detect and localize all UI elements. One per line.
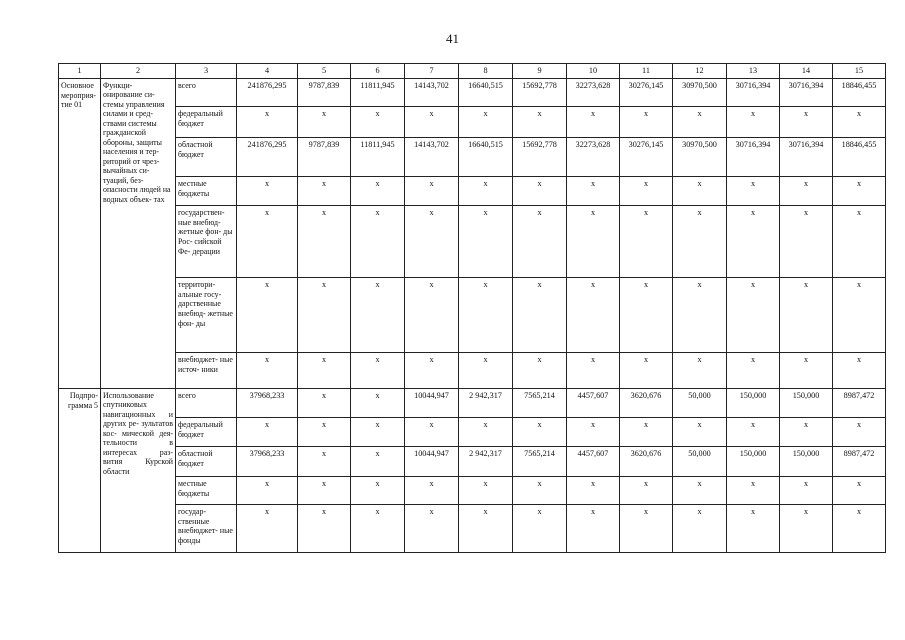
table-row	[59, 278, 886, 353]
funding-source-cell: федеральный бюджет	[176, 418, 237, 447]
column-number-header: 6	[351, 64, 405, 79]
value-cell: 150,000	[727, 447, 780, 477]
value-cell: x	[727, 505, 780, 553]
column-number-header: 7	[405, 64, 459, 79]
column-number-header: 15	[833, 64, 886, 79]
value-cell: x	[405, 107, 459, 138]
value-cell: x	[620, 418, 673, 447]
value-cell: x	[727, 418, 780, 447]
value-cell: x	[351, 177, 405, 206]
value-cell: x	[727, 206, 780, 278]
value-cell: x	[620, 107, 673, 138]
value-cell: x	[833, 418, 886, 447]
value-cell: x	[459, 177, 513, 206]
value-cell: x	[567, 177, 620, 206]
value-cell: 11811,945	[351, 79, 405, 107]
value-cell: x	[513, 353, 567, 389]
value-cell: x	[459, 107, 513, 138]
value-cell: x	[298, 206, 351, 278]
value-cell: 9787,839	[298, 79, 351, 107]
value-cell: x	[567, 353, 620, 389]
value-cell: 4457,607	[567, 389, 620, 418]
value-cell: 16640,515	[459, 79, 513, 107]
value-cell: x	[237, 505, 298, 553]
value-cell: x	[780, 278, 833, 353]
table-row	[59, 447, 886, 477]
value-cell: x	[237, 278, 298, 353]
value-cell: 14143,702	[405, 138, 459, 177]
value-cell: x	[237, 206, 298, 278]
value-cell: 10044,947	[405, 389, 459, 418]
value-cell: 150,000	[727, 389, 780, 418]
value-cell: x	[567, 477, 620, 505]
column-number-header: 5	[298, 64, 351, 79]
value-cell: x	[780, 477, 833, 505]
funding-source-cell: областной бюджет	[176, 138, 237, 177]
value-cell: x	[620, 206, 673, 278]
value-cell: x	[780, 177, 833, 206]
value-cell: x	[298, 278, 351, 353]
program-code-cell: Основное мероприя- тие 01	[59, 79, 101, 389]
value-cell: x	[459, 278, 513, 353]
value-cell: x	[513, 206, 567, 278]
program-description-cell: Функци- онирование си- стемы управления силами и сред- ствами системы гражданской обороны, защиты населения и тер- риторий от чрез- вычайных си- туаций, без- опасности людей на водных объек- тах	[101, 79, 176, 389]
column-number-header: 4	[237, 64, 298, 79]
funding-source-cell: федеральный бюджет	[176, 107, 237, 138]
value-cell: 32273,628	[567, 138, 620, 177]
value-cell: x	[833, 505, 886, 553]
value-cell: x	[459, 418, 513, 447]
value-cell: 7565,214	[513, 389, 567, 418]
value-cell: x	[567, 107, 620, 138]
value-cell: x	[567, 418, 620, 447]
funding-source-cell: внебюджет- ные источ- ники	[176, 353, 237, 389]
column-number-header: 13	[727, 64, 780, 79]
value-cell: x	[513, 177, 567, 206]
column-number-header: 8	[459, 64, 513, 79]
funding-source-cell: территори- альные госу- дарственные внебюд- жетные фон- ды	[176, 278, 237, 353]
value-cell: x	[237, 177, 298, 206]
value-cell: x	[513, 505, 567, 553]
value-cell: x	[298, 353, 351, 389]
funding-source-cell: областной бюджет	[176, 447, 237, 477]
value-cell: 30716,394	[780, 79, 833, 107]
value-cell: x	[727, 107, 780, 138]
value-cell: x	[780, 206, 833, 278]
value-cell: 8987,472	[833, 447, 886, 477]
value-cell: x	[405, 353, 459, 389]
value-cell: x	[833, 107, 886, 138]
value-cell: x	[620, 278, 673, 353]
value-cell: x	[567, 505, 620, 553]
value-cell: 3620,676	[620, 447, 673, 477]
value-cell: x	[351, 278, 405, 353]
column-number-header: 3	[176, 64, 237, 79]
value-cell: x	[298, 447, 351, 477]
value-cell: x	[351, 447, 405, 477]
value-cell: x	[513, 418, 567, 447]
value-cell: 30716,394	[727, 79, 780, 107]
value-cell: x	[351, 505, 405, 553]
value-cell: 30716,394	[780, 138, 833, 177]
funding-source-cell: государ- ственные внебюджет- ные фонды	[176, 505, 237, 553]
value-cell: x	[405, 477, 459, 505]
column-number-header: 11	[620, 64, 673, 79]
value-cell: x	[405, 418, 459, 447]
value-cell: 10044,947	[405, 447, 459, 477]
table-row	[59, 177, 886, 206]
value-cell: x	[351, 477, 405, 505]
value-cell: 11811,945	[351, 138, 405, 177]
value-cell: x	[567, 278, 620, 353]
value-cell: x	[673, 505, 727, 553]
funding-source-cell: местные бюджеты	[176, 177, 237, 206]
value-cell: x	[780, 418, 833, 447]
value-cell: 18846,455	[833, 138, 886, 177]
value-cell: x	[298, 177, 351, 206]
value-cell: x	[673, 418, 727, 447]
header-row	[59, 64, 886, 79]
value-cell: x	[237, 107, 298, 138]
value-cell: 4457,607	[567, 447, 620, 477]
value-cell: 3620,676	[620, 389, 673, 418]
program-description-cell: Использование спутниковых навигационных и других ре- зультатов кос- мической дея- тельности в интересах раз- вития Курской области	[101, 389, 176, 553]
budget-table	[58, 63, 886, 553]
value-cell: x	[459, 206, 513, 278]
funding-source-cell: всего	[176, 79, 237, 107]
value-cell: x	[727, 177, 780, 206]
value-cell: 241876,295	[237, 138, 298, 177]
table-row	[59, 389, 886, 418]
value-cell: 37968,233	[237, 389, 298, 418]
value-cell: 9787,839	[298, 138, 351, 177]
value-cell: 50,000	[673, 447, 727, 477]
funding-source-cell: всего	[176, 389, 237, 418]
value-cell: x	[727, 353, 780, 389]
value-cell: x	[459, 353, 513, 389]
column-number-header: 9	[513, 64, 567, 79]
value-cell: 30716,394	[727, 138, 780, 177]
value-cell: 8987,472	[833, 389, 886, 418]
value-cell: 15692,778	[513, 79, 567, 107]
funding-source-cell: местные бюджеты	[176, 477, 237, 505]
value-cell: x	[780, 107, 833, 138]
value-cell: 30276,145	[620, 79, 673, 107]
value-cell: x	[513, 278, 567, 353]
value-cell: x	[673, 477, 727, 505]
value-cell: x	[727, 278, 780, 353]
value-cell: x	[351, 353, 405, 389]
table-row	[59, 353, 886, 389]
value-cell: x	[513, 477, 567, 505]
value-cell: 14143,702	[405, 79, 459, 107]
value-cell: x	[620, 505, 673, 553]
value-cell: x	[567, 206, 620, 278]
value-cell: 150,000	[780, 447, 833, 477]
value-cell: x	[833, 206, 886, 278]
table-row	[59, 477, 886, 505]
column-number-header: 2	[101, 64, 176, 79]
value-cell: x	[351, 418, 405, 447]
value-cell: x	[833, 353, 886, 389]
value-cell: x	[780, 353, 833, 389]
value-cell: 18846,455	[833, 79, 886, 107]
value-cell: 150,000	[780, 389, 833, 418]
column-number-header: 14	[780, 64, 833, 79]
value-cell: 30970,500	[673, 79, 727, 107]
column-number-header: 10	[567, 64, 620, 79]
value-cell: x	[405, 278, 459, 353]
table-row	[59, 138, 886, 177]
program-code-cell: Подпро- грамма 5	[59, 389, 101, 553]
value-cell: 37968,233	[237, 447, 298, 477]
value-cell: 32273,628	[567, 79, 620, 107]
table-row	[59, 418, 886, 447]
value-cell: x	[351, 107, 405, 138]
value-cell: x	[620, 177, 673, 206]
value-cell: x	[298, 107, 351, 138]
value-cell: x	[237, 418, 298, 447]
column-number-header: 1	[59, 64, 101, 79]
value-cell: x	[833, 278, 886, 353]
value-cell: 2 942,317	[459, 389, 513, 418]
value-cell: x	[459, 477, 513, 505]
value-cell: x	[673, 278, 727, 353]
page-number: 41	[446, 31, 459, 46]
funding-source-cell: государствен- ные внебюд- жетные фон- ды Рос- сийской Фе- дерации	[176, 206, 237, 278]
table-row	[59, 107, 886, 138]
value-cell: x	[673, 177, 727, 206]
value-cell: x	[780, 505, 833, 553]
value-cell: 50,000	[673, 389, 727, 418]
value-cell: x	[673, 107, 727, 138]
column-number-header: 12	[673, 64, 727, 79]
value-cell: 7565,214	[513, 447, 567, 477]
value-cell: x	[237, 477, 298, 505]
value-cell: 30276,145	[620, 138, 673, 177]
value-cell: x	[298, 418, 351, 447]
value-cell: x	[351, 389, 405, 418]
table-row	[59, 79, 886, 107]
value-cell: x	[298, 389, 351, 418]
value-cell: x	[405, 177, 459, 206]
value-cell: x	[620, 477, 673, 505]
value-cell: x	[298, 505, 351, 553]
value-cell: 241876,295	[237, 79, 298, 107]
value-cell: x	[620, 353, 673, 389]
table-row	[59, 206, 886, 278]
value-cell: x	[513, 107, 567, 138]
value-cell: 2 942,317	[459, 447, 513, 477]
value-cell: x	[405, 505, 459, 553]
value-cell: 15692,778	[513, 138, 567, 177]
value-cell: 30970,500	[673, 138, 727, 177]
value-cell: x	[405, 206, 459, 278]
value-cell: x	[833, 177, 886, 206]
value-cell: x	[237, 353, 298, 389]
value-cell: x	[727, 477, 780, 505]
table-row	[59, 505, 886, 553]
value-cell: x	[459, 505, 513, 553]
value-cell: x	[673, 206, 727, 278]
value-cell: x	[673, 353, 727, 389]
value-cell: x	[298, 477, 351, 505]
value-cell: 16640,515	[459, 138, 513, 177]
value-cell: x	[833, 477, 886, 505]
value-cell: x	[351, 206, 405, 278]
